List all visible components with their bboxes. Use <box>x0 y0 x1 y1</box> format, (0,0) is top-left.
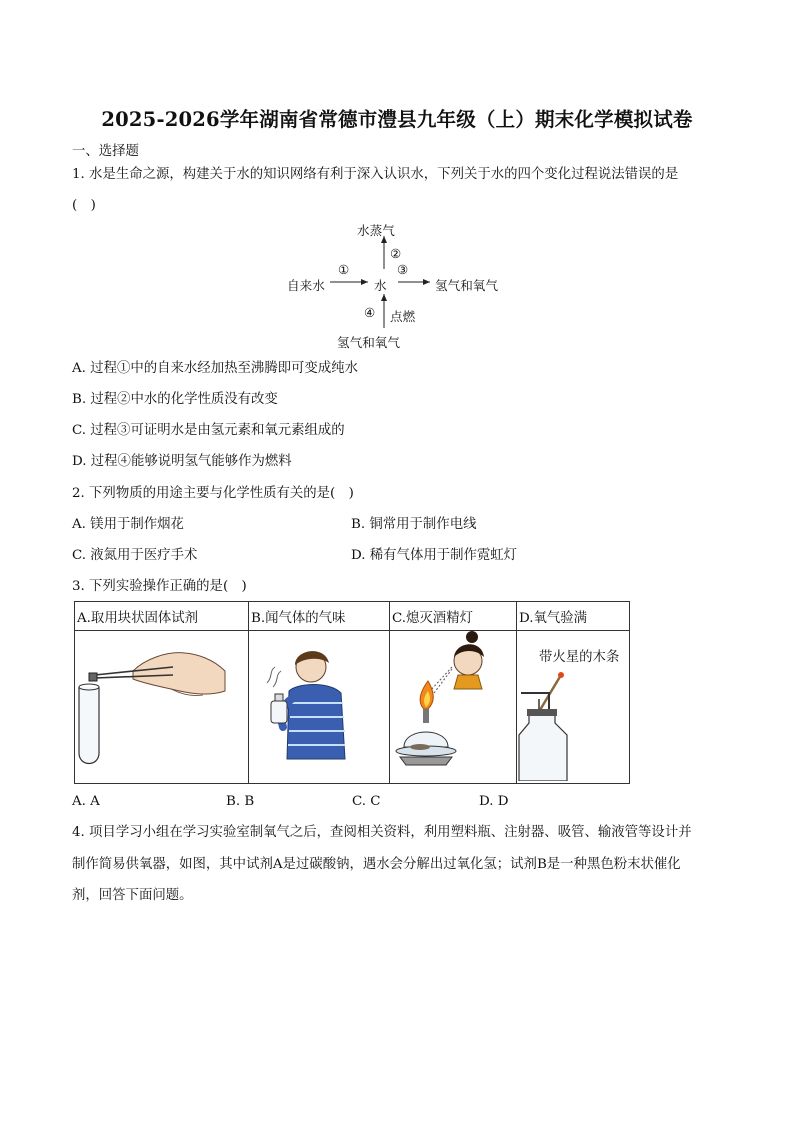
arrow-3-label: ③ <box>397 262 409 277</box>
q3-option-a: A. A <box>72 794 100 809</box>
q1-option-a: A. 过程①中的自来水经加热至沸腾即可变成纯水 <box>72 361 358 376</box>
q3-option-d: D. D <box>479 794 509 809</box>
arrow-1-label: ① <box>338 262 350 277</box>
section-heading: 一、选择题 <box>72 144 139 159</box>
q3-figure-table <box>74 601 630 784</box>
header-d: D.氧气验满 <box>517 602 630 631</box>
diagram-right-label: 氢气和氧气 <box>435 278 498 293</box>
water-cycle-diagram <box>280 214 520 352</box>
q3-option-b: B. B <box>226 794 255 809</box>
q2-stem: 2. 下列物质的用途主要与化学性质有关的是( ) <box>72 486 354 501</box>
diagram-bottom-label: 氢气和氧气 <box>337 335 400 350</box>
smelling-gas-illustration <box>249 631 389 781</box>
arrow-4-label: ④ <box>364 305 376 320</box>
test-tube-tweezers-illustration <box>75 631 247 781</box>
image-cell-c <box>390 631 517 784</box>
q2-option-a: A. 镁用于制作烟花 <box>72 517 184 532</box>
q1-stem-line1: 1. 水是生命之源，构建关于水的知识网络有利于深入认识水，下列关于水的四个变化过程说法错误的是 <box>72 167 679 182</box>
ignite-label: 点燃 <box>390 309 416 324</box>
header-b: B.闻气体的气味 <box>249 602 390 631</box>
arrow-2-label: ② <box>390 246 402 261</box>
image-cell-b <box>249 631 390 784</box>
q1-stem-line2: ( ) <box>72 198 96 213</box>
q2-option-d: D. 稀有气体用于制作霓虹灯 <box>351 548 518 563</box>
q3-option-c: C. C <box>352 794 381 809</box>
image-cell-a <box>75 631 249 784</box>
header-c: C.熄灭酒精灯 <box>390 602 517 631</box>
q4-line2: 制作简易供氧器，如图，其中试剂A是过碳酸钠，遇水会分解出过氧化氢；试剂B是一种黑色粉末状催化 <box>72 857 681 872</box>
image-cell-d <box>517 631 630 784</box>
q4-line1: 4. 项目学习小组在学习实验室制氧气之后，查阅相关资料，利用塑料瓶、注射器、吸管、输液管等设计并 <box>72 825 692 840</box>
diagram-left-label: 自来水 <box>287 278 325 293</box>
q2-option-b: B. 铜常用于制作电线 <box>351 517 477 532</box>
q1-option-d: D. 过程④能够说明氢气能够作为燃料 <box>72 454 292 469</box>
glowing-splint-label: 带火星的木条 <box>539 650 620 665</box>
page-title: 2025-2026学年湖南省常德市澧县九年级（上）期末化学模拟试卷 <box>101 108 693 131</box>
diagram-top-label: 水蒸气 <box>357 223 395 238</box>
q3-stem: 3. 下列实验操作正确的是( ) <box>72 579 247 594</box>
q1-option-b: B. 过程②中水的化学性质没有改变 <box>72 392 278 407</box>
q1-option-c: C. 过程③可证明水是由氢元素和氧元素组成的 <box>72 423 345 438</box>
q4-line3: 剂，回答下面问题。 <box>72 888 193 903</box>
q2-option-c: C. 液氮用于医疗手术 <box>72 548 198 563</box>
header-a: A.取用块状固体试剂 <box>75 602 249 631</box>
alcohol-lamp-illustration <box>390 631 516 781</box>
diagram-center-label: 水 <box>374 278 387 293</box>
